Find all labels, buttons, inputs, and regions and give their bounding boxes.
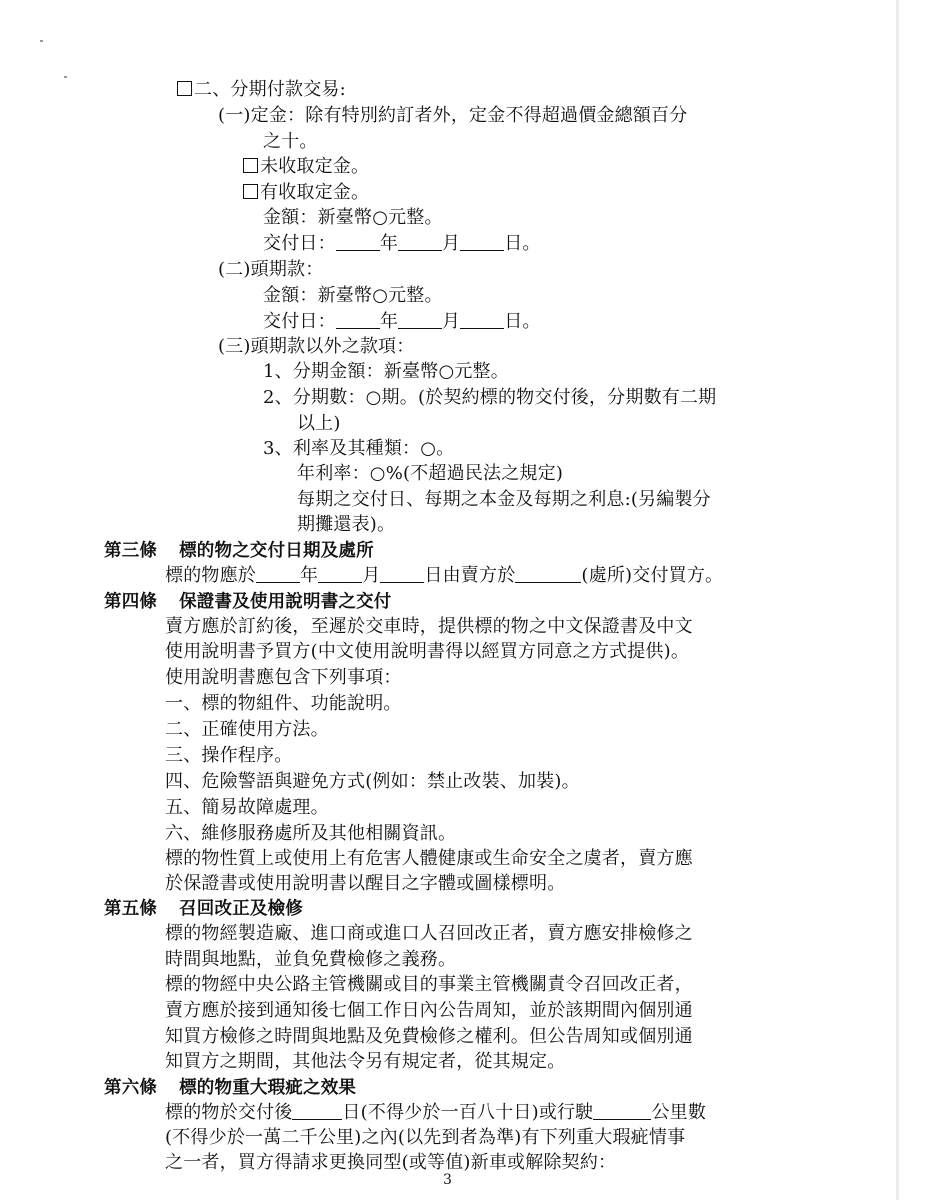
- blank-days[interactable]: [292, 1102, 342, 1120]
- article-6-heading: 第六條 標的物重大瑕疵之效果: [104, 1078, 357, 1098]
- article-5-heading: 第五條 召回改正及檢修: [104, 899, 304, 919]
- article-6-line1: 標的物於交付後 日(不得少於一百八十日)或行駛 公里數: [165, 1102, 707, 1123]
- checkbox-deposit[interactable]: [243, 184, 258, 199]
- other-payments-heading: (三)頭期款以外之款項：: [218, 336, 415, 357]
- article-5-para2-line2: 賣方應於接到通知後七個工作日內公告周知，並於該期間內個別通: [165, 1000, 693, 1021]
- article-4-item6: 六、維修服務處所及其他相關資訊。: [165, 823, 457, 844]
- deposit-clause-line2: 之十。: [263, 131, 318, 152]
- article-4-item4: 四、危險警語與避免方式(例如：禁止改裝、加裝)。: [165, 771, 580, 792]
- blank-month[interactable]: [398, 233, 442, 251]
- down-payment-heading: (二)頭期款：: [218, 259, 324, 280]
- deposit-date: 交付日： 年 月 日。: [263, 233, 541, 254]
- page-edge: [896, 0, 899, 1200]
- installment-amount: 1、分期金額：新臺幣○元整。: [263, 361, 509, 382]
- blank-year[interactable]: [256, 565, 300, 583]
- article-3-text: 標的物應於 年 月 日由賣方於 (處所)交付買方。: [165, 565, 724, 586]
- article-4-item3: 三、操作程序。: [165, 745, 293, 766]
- article-6-line3: 之一者，買方得請求更換同型(或等值)新車或解除契約：: [165, 1152, 617, 1173]
- article-4-heading: 第四條 保證書及使用說明書之交付: [104, 592, 392, 612]
- blank-year[interactable]: [336, 311, 380, 329]
- down-payment-date: 交付日： 年 月 日。: [263, 311, 541, 332]
- blank-month[interactable]: [318, 565, 362, 583]
- article-5-para1-line2: 時間與地點，並負免費檢修之義務。: [165, 949, 457, 970]
- article-4-item5: 五、簡易故障處理。: [165, 797, 329, 818]
- installment-heading: 二、分期付款交易:: [177, 78, 346, 102]
- checkbox-no-deposit[interactable]: [243, 158, 258, 173]
- article-6-line2: (不得少於一萬二千公里)之內(以先到者為準)有下列重大瑕疵情事: [165, 1127, 686, 1148]
- option-no-deposit: 未收取定金。: [243, 155, 369, 179]
- article-4-item1: 一、標的物組件、功能說明。: [165, 693, 402, 714]
- installment-count-line2: 以上): [297, 413, 341, 434]
- interest-heading: 3、利率及其種類：○。: [263, 438, 455, 459]
- blank-place[interactable]: [515, 565, 581, 583]
- checkbox-installment[interactable]: [177, 81, 192, 96]
- blank-day[interactable]: [460, 233, 504, 251]
- article-3-heading: 第三條 標的物之交付日期及處所: [104, 541, 374, 561]
- article-5-para2-line1: 標的物經中央公路主管機關或目的事業主管機關責令召回改正者，: [165, 974, 693, 995]
- article-5-para2-line4: 知買方之期間，其他法令另有規定者，從其規定。: [165, 1051, 566, 1072]
- article-4-para1-line2: 使用說明書予買方(中文使用說明書得以經買方同意之方式提供)。: [165, 641, 690, 662]
- scan-speck: [40, 40, 43, 42]
- deposit-amount: 金額：新臺幣○元整。: [263, 207, 443, 228]
- deposit-clause-line1: (一)定金：除有特別約訂者外，定金不得超過價金總額百分: [218, 105, 688, 126]
- down-payment-amount: 金額：新臺幣○元整。: [263, 285, 443, 306]
- interest-rate: 年利率：○%(不超過民法之規定): [297, 463, 564, 484]
- page-number: 3: [443, 1172, 452, 1188]
- blank-month[interactable]: [398, 311, 442, 329]
- article-4-para2: 使用說明書應包含下列事項：: [165, 667, 402, 688]
- blank-year[interactable]: [336, 233, 380, 251]
- article-4-para3-line1: 標的物性質上或使用上有危害人體健康或生命安全之虞者，賣方應: [165, 848, 693, 869]
- article-4-para1-line1: 賣方應於訂約後，至遲於交車時，提供標的物之中文保證書及中文: [165, 616, 693, 637]
- interest-detail-line2: 期攤還表)。: [297, 514, 396, 535]
- article-4-para3-line2: 於保證書或使用說明書以醒目之字體或圖樣標明。: [165, 873, 566, 894]
- article-4-item2: 二、正確使用方法。: [165, 719, 329, 740]
- article-5-para1-line1: 標的物經製造廠、進口商或進口人召回改正者，賣方應安排檢修之: [165, 923, 693, 944]
- installment-count-line1: 2、分期數：○期。(於契約標的物交付後，分期數有二期: [263, 387, 717, 408]
- article-5-para2-line3: 知買方檢修之時間與地點及免費檢修之權利。但公告周知或個別通: [165, 1026, 693, 1047]
- blank-day[interactable]: [460, 311, 504, 329]
- blank-day[interactable]: [380, 565, 424, 583]
- scan-speck: [64, 76, 67, 78]
- option-deposit: 有收取定金。: [243, 181, 369, 205]
- blank-kilometers[interactable]: [593, 1102, 651, 1120]
- interest-detail-line1: 每期之交付日、每期之本金及每期之利息:(另編製分: [297, 489, 711, 510]
